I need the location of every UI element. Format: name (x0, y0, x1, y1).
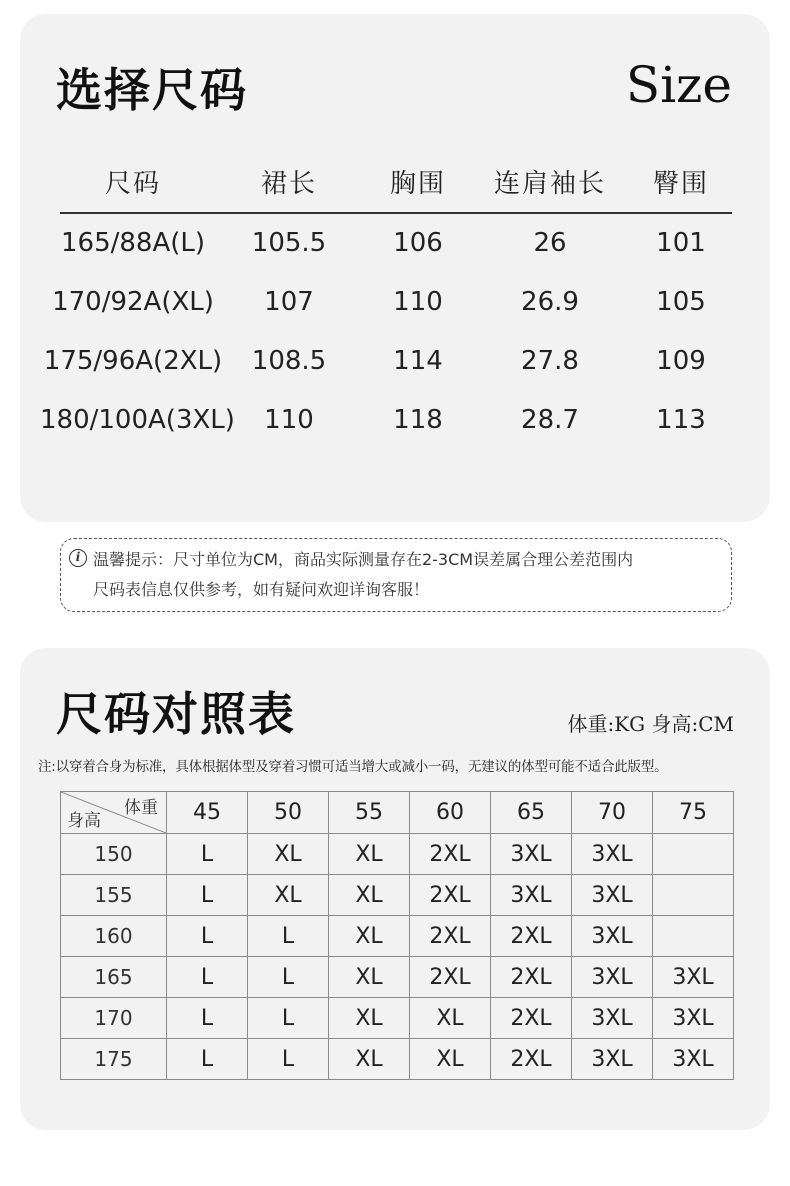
size-table-row (20, 391, 770, 450)
cell-size: 180/100A(3XL) (40, 405, 235, 435)
cell-sleeve-length: 26.9 (521, 287, 579, 317)
weight-header: 50 (248, 792, 329, 834)
cell-sleeve-length: 28.7 (521, 405, 579, 435)
size-cell: 2XL (410, 957, 491, 998)
size-cell: 3XL (572, 998, 653, 1039)
header-hip: 臀围 (652, 169, 709, 199)
size-cell: 3XL (491, 834, 572, 875)
cell-bust: 118 (393, 405, 443, 435)
size-cell: XL (248, 875, 329, 916)
size-cell: 2XL (491, 998, 572, 1039)
size-cell: 2XL (410, 875, 491, 916)
size-cell: 3XL (491, 875, 572, 916)
cell-skirt-length: 105.5 (251, 228, 327, 258)
size-reference-title: 尺码对照表 (56, 687, 296, 741)
size-cell: XL (329, 998, 410, 1039)
size-cell: XL (329, 875, 410, 916)
size-cell: XL (410, 998, 491, 1039)
size-cell: L (167, 916, 248, 957)
height-row (61, 916, 734, 957)
height-cell: 170 (61, 998, 167, 1039)
header-bust: 胸围 (389, 169, 446, 199)
size-cell: 2XL (491, 957, 572, 998)
height-cell: 150 (61, 834, 167, 875)
cell-skirt-length: 110 (264, 405, 314, 435)
cell-bust: 110 (393, 287, 443, 317)
height-row (61, 834, 734, 875)
cell-hip: 113 (656, 405, 706, 435)
cell-hip: 101 (656, 228, 706, 258)
fit-note: 注:以穿着合身为标准，具体根据体型及穿着习惯可适当增大或减小一码，无建议的体型可能不适合此版型。 (38, 759, 668, 775)
cell-skirt-length: 108.5 (251, 346, 327, 376)
cell-skirt-length: 107 (264, 287, 314, 317)
corner-header-cell (61, 792, 167, 834)
size-cell: L (167, 1039, 248, 1080)
size-cell: 3XL (572, 916, 653, 957)
height-row (61, 998, 734, 1039)
size-cell: L (248, 1039, 329, 1080)
size-cell: XL (329, 834, 410, 875)
size-cell: L (248, 998, 329, 1039)
size-cell (653, 875, 734, 916)
cell-bust: 106 (393, 228, 443, 258)
cell-hip: 105 (656, 287, 706, 317)
size-cell: L (167, 998, 248, 1039)
size-table-header (20, 162, 770, 214)
size-cell: 3XL (572, 957, 653, 998)
height-row (61, 875, 734, 916)
weight-header-row (61, 792, 734, 834)
size-cell: 2XL (491, 916, 572, 957)
size-cell: 3XL (572, 1039, 653, 1080)
size-cell: L (167, 875, 248, 916)
notice-text-line1: 温馨提示：尺寸单位为CM，商品实际测量存在2-3CM误差属合理公差范围内 (93, 550, 634, 569)
height-cell: 160 (61, 916, 167, 957)
size-table-row (20, 273, 770, 332)
cell-size: 165/88A(L) (60, 228, 206, 258)
height-cell: 155 (61, 875, 167, 916)
size-cell: XL (248, 834, 329, 875)
cell-hip: 109 (656, 346, 706, 376)
units-label: 体重:KG 身高:CM (567, 712, 734, 736)
size-table-row (20, 332, 770, 391)
size-cell (653, 916, 734, 957)
size-table (20, 162, 770, 450)
corner-weight-label: 体重 (124, 798, 158, 818)
cell-bust: 114 (393, 346, 443, 376)
size-cell: L (167, 957, 248, 998)
header-skirt-length: 裙长 (260, 169, 317, 199)
size-cell: 2XL (410, 916, 491, 957)
size-cell: L (248, 957, 329, 998)
height-cell: 165 (61, 957, 167, 998)
size-cell: XL (329, 916, 410, 957)
size-cell: XL (329, 1039, 410, 1080)
size-chart-title: 选择尺码 (56, 63, 248, 117)
height-cell: 175 (61, 1039, 167, 1080)
size-cell (653, 834, 734, 875)
size-reference-table (60, 791, 734, 1080)
cell-size: 170/92A(XL) (52, 287, 214, 317)
size-chart-title-en: Size (625, 56, 732, 114)
corner-height-label: 身高 (67, 811, 101, 831)
cell-size: 175/96A(2XL) (43, 346, 223, 376)
size-chart-card (20, 14, 770, 522)
cell-sleeve-length: 27.8 (521, 346, 579, 376)
cell-sleeve-length: 26 (533, 228, 567, 258)
info-icon: i (69, 549, 87, 567)
header-sleeve-length: 连肩袖长 (493, 169, 606, 199)
size-cell: L (248, 916, 329, 957)
size-cell: L (167, 834, 248, 875)
size-cell: XL (329, 957, 410, 998)
weight-header: 65 (491, 792, 572, 834)
weight-header: 75 (653, 792, 734, 834)
height-row (61, 1039, 734, 1080)
size-table-row (20, 214, 770, 273)
weight-header: 60 (410, 792, 491, 834)
notice-text-line2: 尺码表信息仅供参考，如有疑问欢迎详询客服！ (93, 580, 430, 599)
size-cell: 3XL (572, 875, 653, 916)
header-size: 尺码 (104, 169, 161, 199)
weight-header: 70 (572, 792, 653, 834)
height-row (61, 957, 734, 998)
size-cell: 3XL (572, 834, 653, 875)
weight-header: 55 (329, 792, 410, 834)
size-cell: 3XL (653, 1039, 734, 1080)
weight-header: 45 (167, 792, 248, 834)
size-cell: 3XL (653, 957, 734, 998)
size-cell: XL (410, 1039, 491, 1080)
size-cell: 3XL (653, 998, 734, 1039)
size-cell: 2XL (410, 834, 491, 875)
size-cell: 2XL (491, 1039, 572, 1080)
measurement-notice (60, 538, 732, 612)
